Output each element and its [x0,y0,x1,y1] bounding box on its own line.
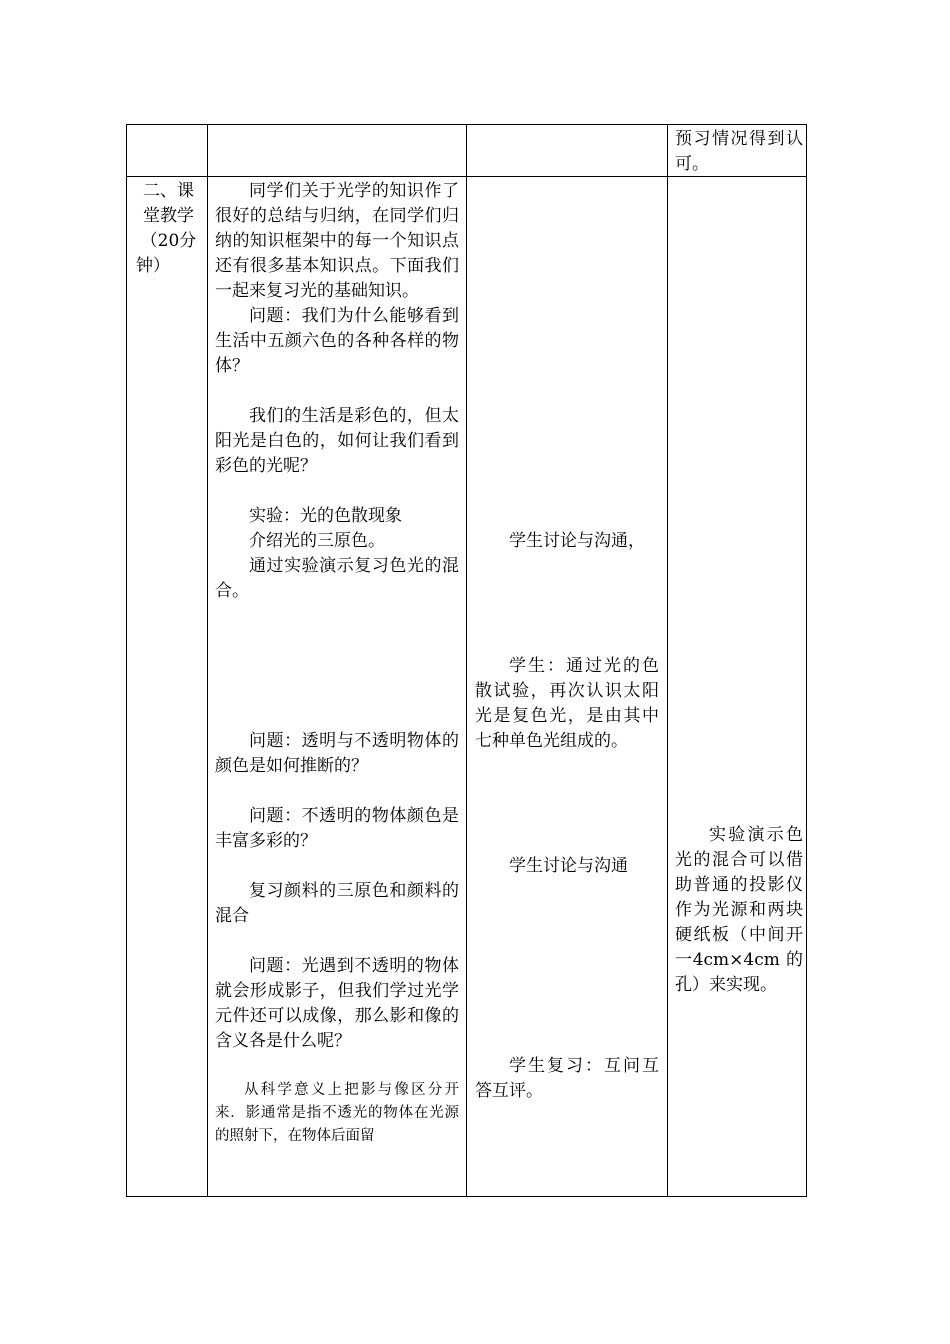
shadow-image-explanation-paragraph: 从科学意义上把影与像区分开来．影通常是指不透光的物体在光源的照射下，在物体后面留 [215,1082,459,1144]
question-shadow-image-paragraph: 问题：光遇到不透明的物体就会形成影子，但我们学过光学元件还可以成像，那么影和像的含义各是什么呢？ [215,956,459,1051]
row2-col2-cell [215,179,459,1148]
student-review-text: 学生复习：互问互答互评。 [475,1056,659,1101]
color-mixing-paragraph: 通过实验演示复习色光的混合。 [215,556,459,601]
pigment-review-paragraph: 复习颜料的三原色和颜料的混合 [215,881,459,926]
preview-feedback-text: 预习情况得到认可。 [675,129,803,174]
design-intent-text: 实验演示色光的混合可以借助普通的投影仪作为光源和两块硬纸板（中间开一4cm×4cm 的孔）来实现。 [675,825,803,995]
row2-col3-cell [475,179,659,1104]
row2-col4-cell [675,179,803,998]
column-divider [667,125,668,1196]
three-primary-colors-paragraph: 介绍光的三原色。 [249,531,385,551]
colorful-life-paragraph: 我们的生活是彩色的，但太阳光是白色的，如何让我们看到彩色的光呢？ [215,406,459,476]
column-divider [466,125,467,1196]
lesson-plan-table [126,124,807,1197]
question-transparent-paragraph: 问题：透明与不透明物体的颜色是如何推断的？ [215,731,459,776]
column-divider [207,125,208,1196]
section-label: 二、课堂教学（20分钟） [136,181,197,276]
experiment-dispersion-paragraph: 实验：光的色散现象 [249,506,402,526]
question-opaque-paragraph: 问题：不透明的物体颜色是丰富多彩的？ [215,806,459,851]
student-dispersion-text: 学生：通过光的色散试验，再次认识太阳光是复色光，是由其中七种单色光组成的。 [475,656,659,751]
question-colors-paragraph: 问题：我们为什么能够看到生活中五颜六色的各种各样的物体？ [215,306,459,376]
row1-col4-cell [675,127,803,177]
teacher-intro-paragraph: 同学们关于光学的知识作了很好的总结与归纳，在同学们归纳的知识框架中的每一个知识点还有很多基本知识点。下面我们一起来复习光的基础知识。 [215,181,459,301]
student-discussion-text-2: 学生讨论与沟通 [509,856,628,876]
row2-col1-cell [136,179,201,279]
student-discussion-text: 学生讨论与沟通， [509,531,645,551]
